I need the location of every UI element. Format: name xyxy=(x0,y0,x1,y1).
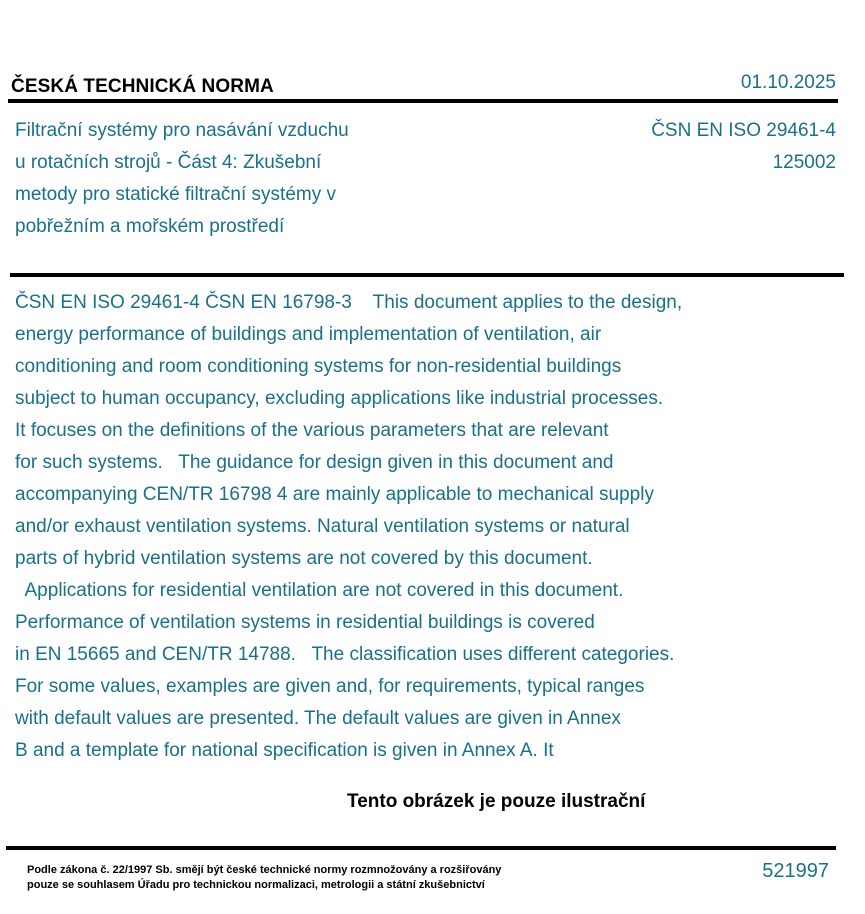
abstract-line: accompanying CEN/TR 16798 4 are mainly applicable to mechanical supply xyxy=(15,484,654,505)
norm-title xyxy=(15,115,415,243)
abstract-line: It focuses on the definitions of the various parameters that are relevant xyxy=(15,420,609,441)
abstract-line: For some values, examples are given and, for requirements, typical ranges xyxy=(15,676,645,697)
abstract-line: energy performance of buildings and implementation of ventilation, air xyxy=(15,324,602,345)
norm-code: ČSN EN ISO 29461-4 xyxy=(651,120,836,141)
page-title: ČESKÁ TECHNICKÁ NORMA xyxy=(11,76,274,97)
norm-title-line: pobřežním a mořském prostředí xyxy=(15,216,285,237)
document-abstract xyxy=(15,287,835,767)
abstract-line: with default values are presented. The default values are given in Annex xyxy=(15,708,621,729)
illustration-notice: Tento obrázek je pouze ilustrační xyxy=(347,791,646,812)
publication-date: 01.10.2025 xyxy=(740,72,836,93)
legal-line: pouze se souhlasem Úřadu pro technickou normalizaci, metrologii a státní zkušebnictví xyxy=(27,879,485,891)
norm-class-number: 125002 xyxy=(772,152,836,173)
abstract-line: for such systems. The guidance for design given in this document and xyxy=(15,452,614,473)
norm-title-line: u rotačních strojů - Část 4: Zkušební xyxy=(15,152,322,173)
abstract-line: conditioning and room conditioning systems for non-residential buildings xyxy=(15,356,622,377)
abstract-line: parts of hybrid ventilation systems are not covered by this document. xyxy=(15,548,593,569)
norm-title-line: metody pro statické filtrační systémy v xyxy=(15,184,336,205)
abstract-line: B and a template for national specification is given in Annex A. It xyxy=(15,740,554,761)
abstract-line: subject to human occupancy, excluding applications like industrial processes. xyxy=(15,388,664,409)
abstract-line: Performance of ventilation systems in residential buildings is covered xyxy=(15,612,595,633)
norm-title-line: Filtrační systémy pro nasávání vzduchu xyxy=(15,120,349,141)
abstract-line: ČSN EN ISO 29461-4 ČSN EN 16798-3 This document applies to the design, xyxy=(15,292,683,313)
footer-divider xyxy=(6,846,836,850)
abstract-line: Applications for residential ventilation are not covered in this document. xyxy=(15,580,624,601)
abstract-line: and/or exhaust ventilation systems. Natural ventilation systems or natural xyxy=(15,516,630,537)
legal-notice xyxy=(27,863,501,893)
abstract-line: in EN 15665 and CEN/TR 14788. The classification uses different categories. xyxy=(15,644,675,665)
document-number: 521997 xyxy=(762,860,829,882)
header-divider xyxy=(8,99,838,103)
legal-line: Podle zákona č. 22/1997 Sb. smějí být české technické normy rozmnožovány a rozšiřovány xyxy=(27,864,502,876)
section-divider xyxy=(10,273,844,277)
norm-identifiers xyxy=(651,115,836,179)
